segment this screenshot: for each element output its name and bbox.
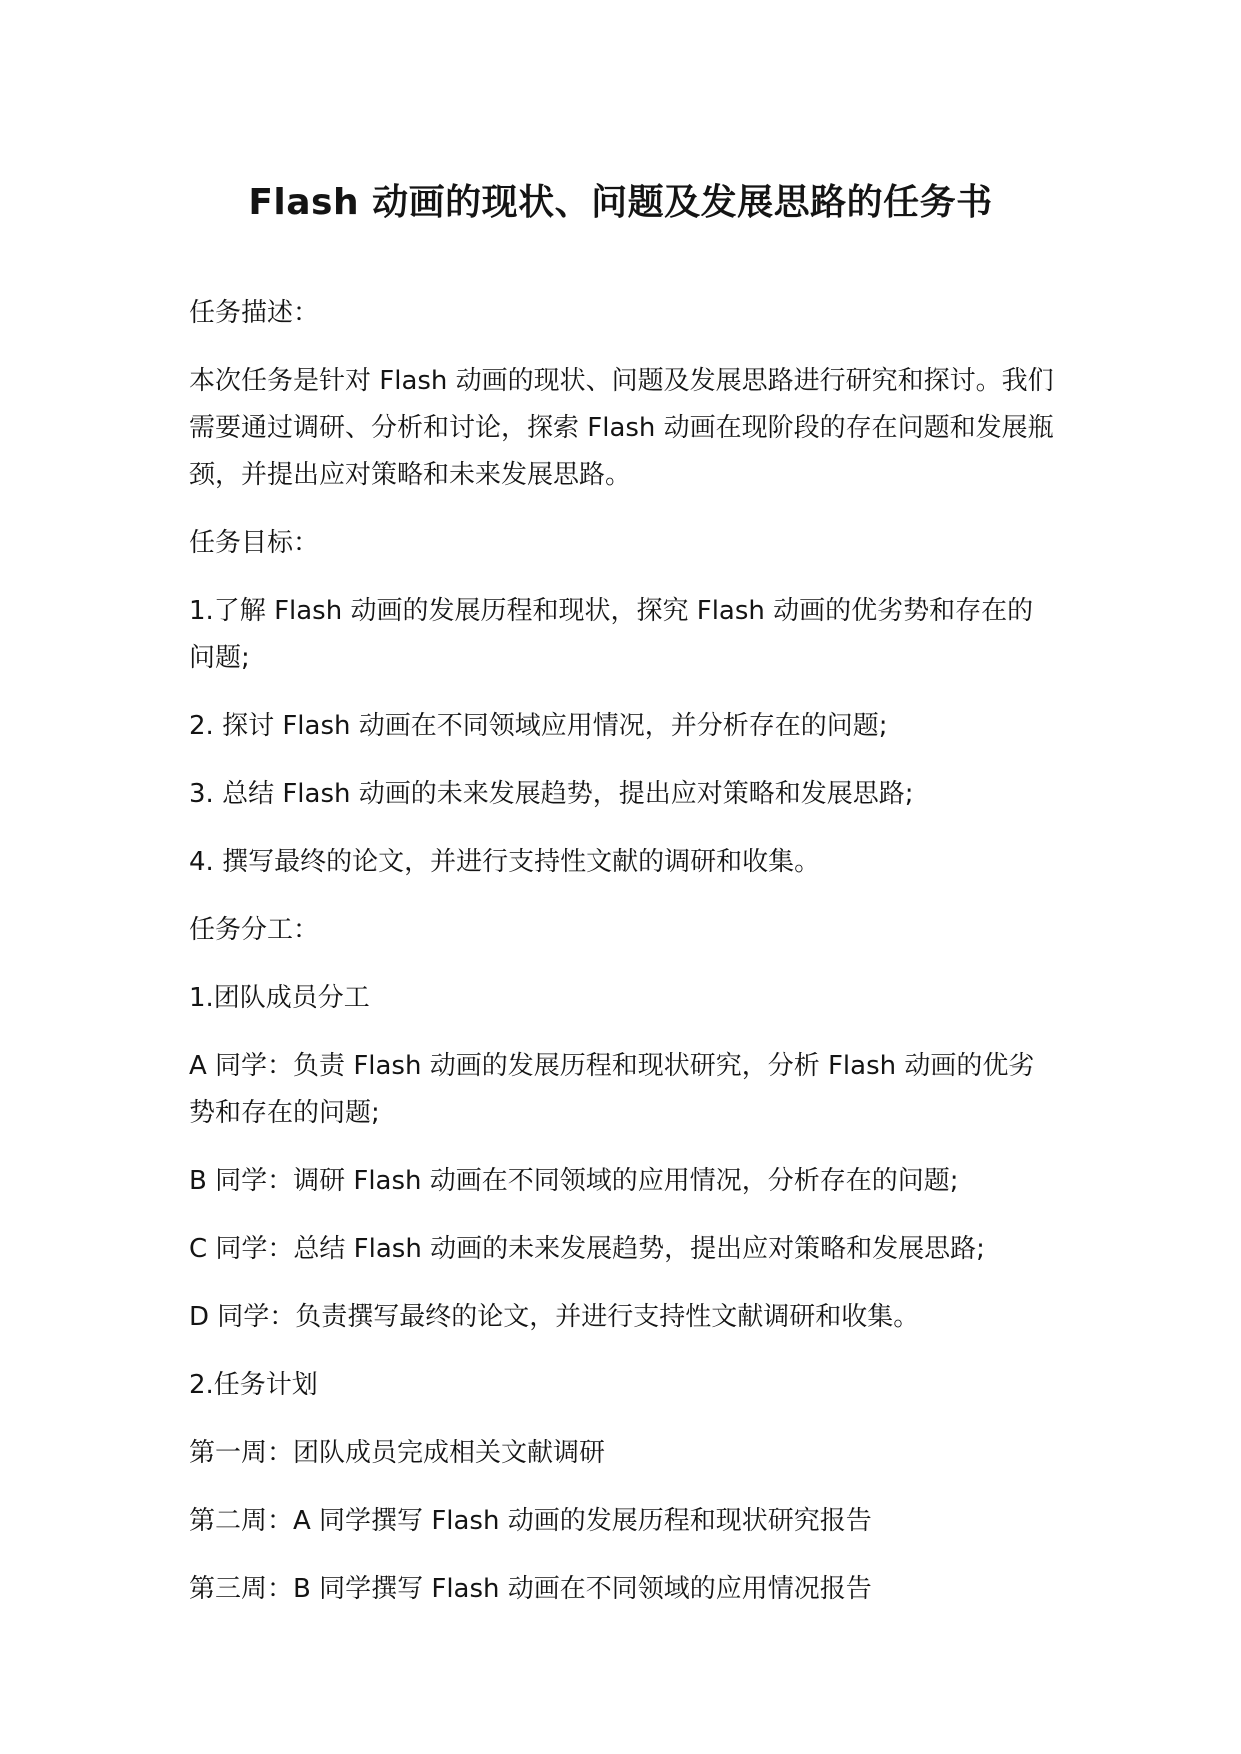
member-c-duty: C 同学：总结 Flash 动画的未来发展趋势，提出应对策略和发展思路; <box>189 1234 985 1264</box>
document-title: Flash 动画的现状、问题及发展思路的任务书 <box>248 182 993 223</box>
subsection-heading-team-division: 1.团队成员分工 <box>189 983 370 1013</box>
goal-item-2: 2. 探讨 Flash 动画在不同领域应用情况，并分析存在的问题; <box>189 711 888 741</box>
plan-week-3: 第三周：B 同学撰写 Flash 动画在不同领域的应用情况报告 <box>189 1574 872 1604</box>
section-heading-task-division: 任务分工： <box>189 915 320 945</box>
goal-item-4: 4. 撰写最终的论文，并进行支持性文献的调研和收集。 <box>189 847 821 877</box>
section-heading-task-description: 任务描述： <box>189 298 320 328</box>
member-d-duty: D 同学：负责撰写最终的论文，并进行支持性文献调研和收集。 <box>189 1302 920 1332</box>
plan-week-2: 第二周：A 同学撰写 Flash 动画的发展历程和现状研究报告 <box>189 1506 872 1536</box>
subsection-heading-task-plan: 2.任务计划 <box>189 1370 318 1400</box>
task-description-paragraph: 本次任务是针对 Flash 动画的现状、问题及发展思路进行研究和探讨。我们需要通过调研、分析和讨论，探索 Flash 动画在现阶段的存在问题和发展瓶颈，并提出应对策略和未来发展思路。 <box>189 366 1054 490</box>
member-a-duty: A 同学：负责 Flash 动画的发展历程和现状研究，分析 Flash 动画的优劣势和存在的问题; <box>189 1051 1035 1128</box>
member-b-duty: B 同学：调研 Flash 动画在不同领域的应用情况，分析存在的问题; <box>189 1166 959 1196</box>
goal-item-3: 3. 总结 Flash 动画的未来发展趋势，提出应对策略和发展思路; <box>189 779 914 809</box>
section-heading-task-goals: 任务目标： <box>189 528 320 558</box>
document-body <box>189 290 1057 1634</box>
plan-week-1: 第一周：团队成员完成相关文献调研 <box>189 1438 606 1468</box>
goal-item-1: 1.了解 Flash 动画的发展历程和现状，探究 Flash 动画的优劣势和存在的问题; <box>189 596 1034 673</box>
